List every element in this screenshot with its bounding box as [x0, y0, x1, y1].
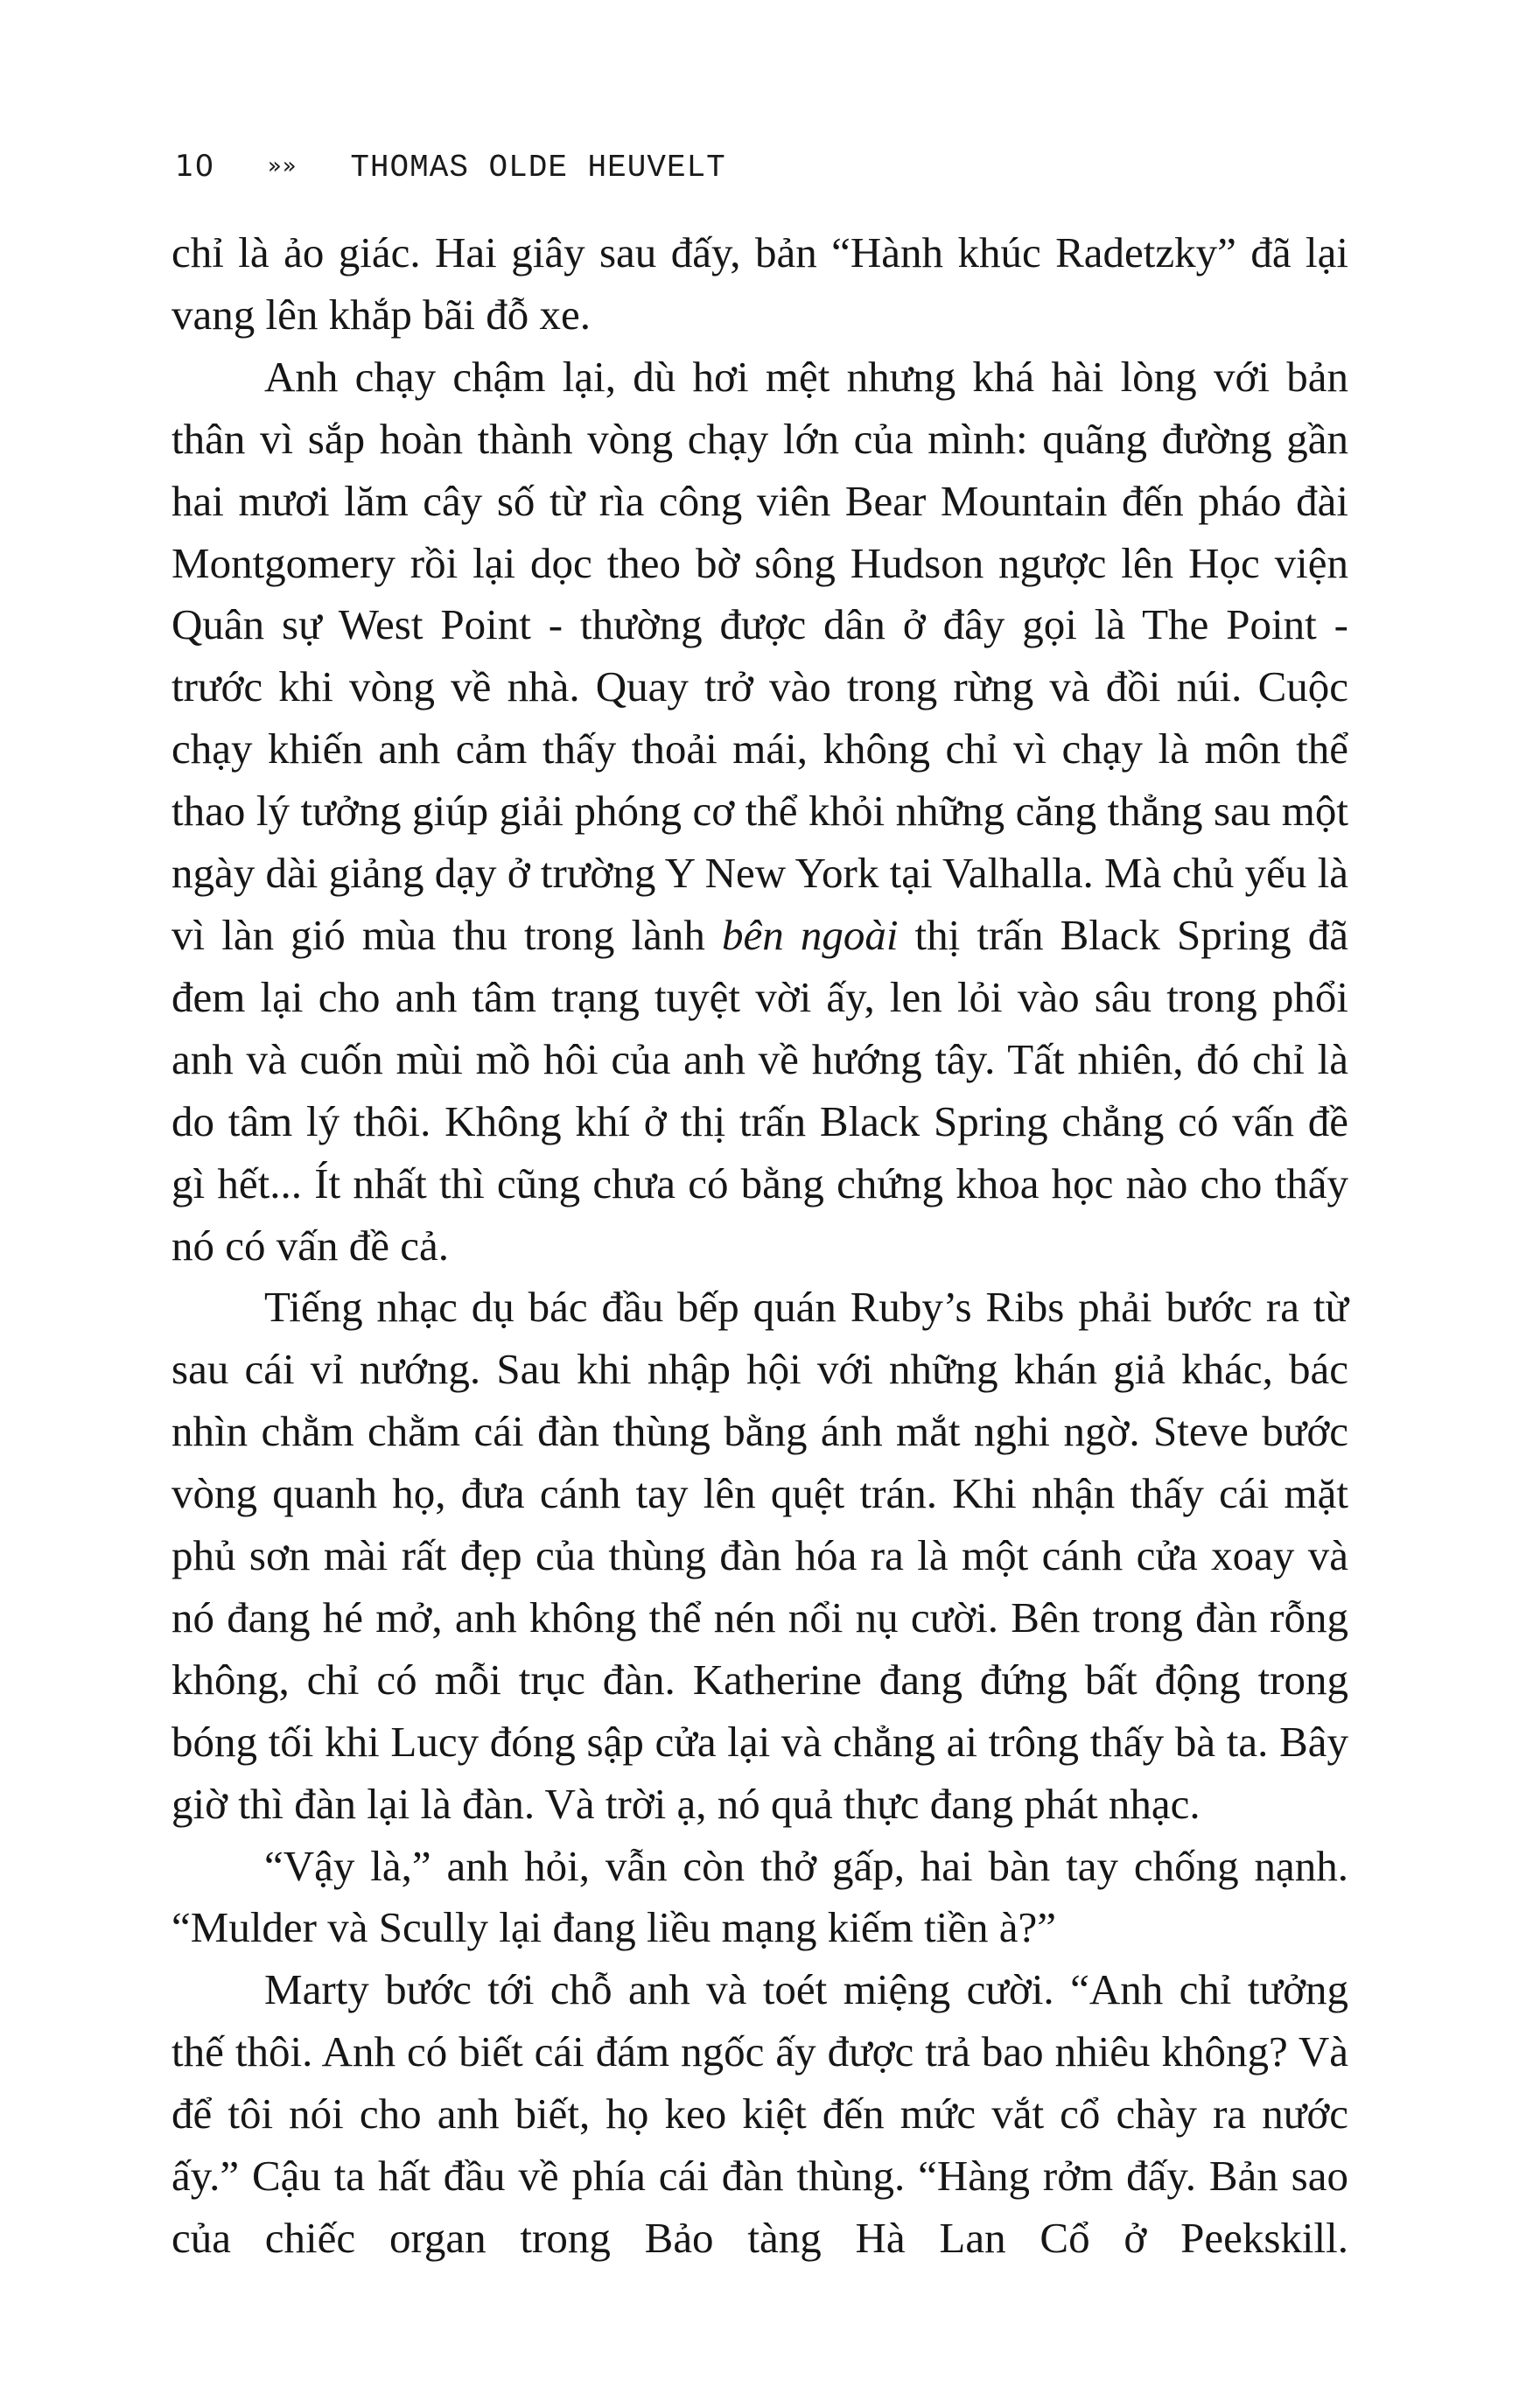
italic-phrase: bên ngoài [721, 910, 899, 959]
paragraph-text: Marty bước tới chỗ anh và toét miệng cười. “Anh chỉ tưởng thế thôi. Anh có biết cái đám ngốc ấy được trả bao nhiêu không? Và để tôi nói cho anh biết, họ keo kiệt đến mức vắt cổ chày ra nước ấy.” Cậu ta hất đầu về phía cái đàn thùng. “Hàng rởm đấy. Bản sao của chiếc organ trong Bảo tàng Hà Lan Cổ ở Peekskill. [172, 1965, 1348, 2262]
author-name: THOMAS OLDE HEUVELT [350, 150, 726, 186]
paragraph-run [172, 346, 1348, 1278]
paragraph-text: “Vậy là,” anh hỏi, vẫn còn thở gấp, hai bàn tay chống nạnh. “Mulder và Scully lại đang liều mạng kiếm tiền à?” [172, 1841, 1348, 1952]
paragraph-dialogue-steve [172, 1836, 1348, 1960]
paragraph-text: Anh chạy chậm lại, dù hơi mệt nhưng khá hài lòng với bản thân vì sắp hoàn thành vòng chạy lớn của mình: quãng đường gần hai mươi lăm cây số từ rìa công viên Bear Mountain đến pháo đài Montgomery rồi lại dọc theo bờ sông Hudson ngược lên Học viện Quân sự West Point - thường được dân ở đây gọi là The Point - trước khi vòng về nhà. Quay trở vào trong rừng và đồi núi. Cuộc chạy khiến anh cảm thấy thoải mái, không chỉ vì chạy là môn thể thao lý tưởng giúp giải phóng cơ thể khỏi những căng thẳng sau một ngày dài giảng dạy ở trường Y New York tại Valhalla. Mà chủ yếu là vì làn gió mùa thu trong lành [172, 352, 1348, 959]
paragraph-music [172, 1277, 1348, 1835]
paragraph-text: chỉ là ảo giác. Hai giây sau đấy, bản “Hành khúc Radetzky” đã lại vang lên khắp bãi đỗ xe. [172, 228, 1348, 339]
separator-glyph: »» [267, 153, 298, 179]
body-text [172, 222, 1348, 2270]
paragraph-text: Tiếng nhạc dụ bác đầu bếp quán Ruby’s Ribs phải bước ra từ sau cái vỉ nướng. Sau khi nhập hội với những khán giả khác, bác nhìn chằm chằm cái đàn thùng bằng ánh mắt nghi ngờ. Steve bước vòng quanh họ, đưa cánh tay lên quệt trán. Khi nhận thấy cái mặt phủ sơn mài rất đẹp của thùng đàn hóa ra là một cánh cửa xoay và nó đang hé mở, anh không thể nén nổi nụ cười. Bên trong đàn rỗng không, chỉ có mỗi trục đàn. Katherine đang đứng bất động trong bóng tối khi Lucy đóng sập cửa lại và chẳng ai trông thấy bà ta. Bây giờ thì đàn lại là đàn. Và trời ạ, nó quả thực đang phát nhạc. [172, 1283, 1348, 1828]
page-number: 10 [175, 149, 215, 184]
paragraph-continuation [172, 222, 1348, 346]
running-head [175, 149, 726, 186]
paragraph-dialogue-marty [172, 1959, 1348, 2270]
paragraph-text-continued: thị trấn Black Spring đã đem lại cho anh tâm trạng tuyệt vời ấy, len lỏi vào sâu trong phổi anh và cuốn mùi mồ hôi của anh về hướng tây. Tất nhiên, đó chỉ là do tâm lý thôi. Không khí ở thị trấn Black Spring chẳng có vấn đề gì hết... Ít nhất thì cũng chưa có bằng chứng khoa học nào cho thấy nó có vấn đề cả. [172, 910, 1349, 1270]
